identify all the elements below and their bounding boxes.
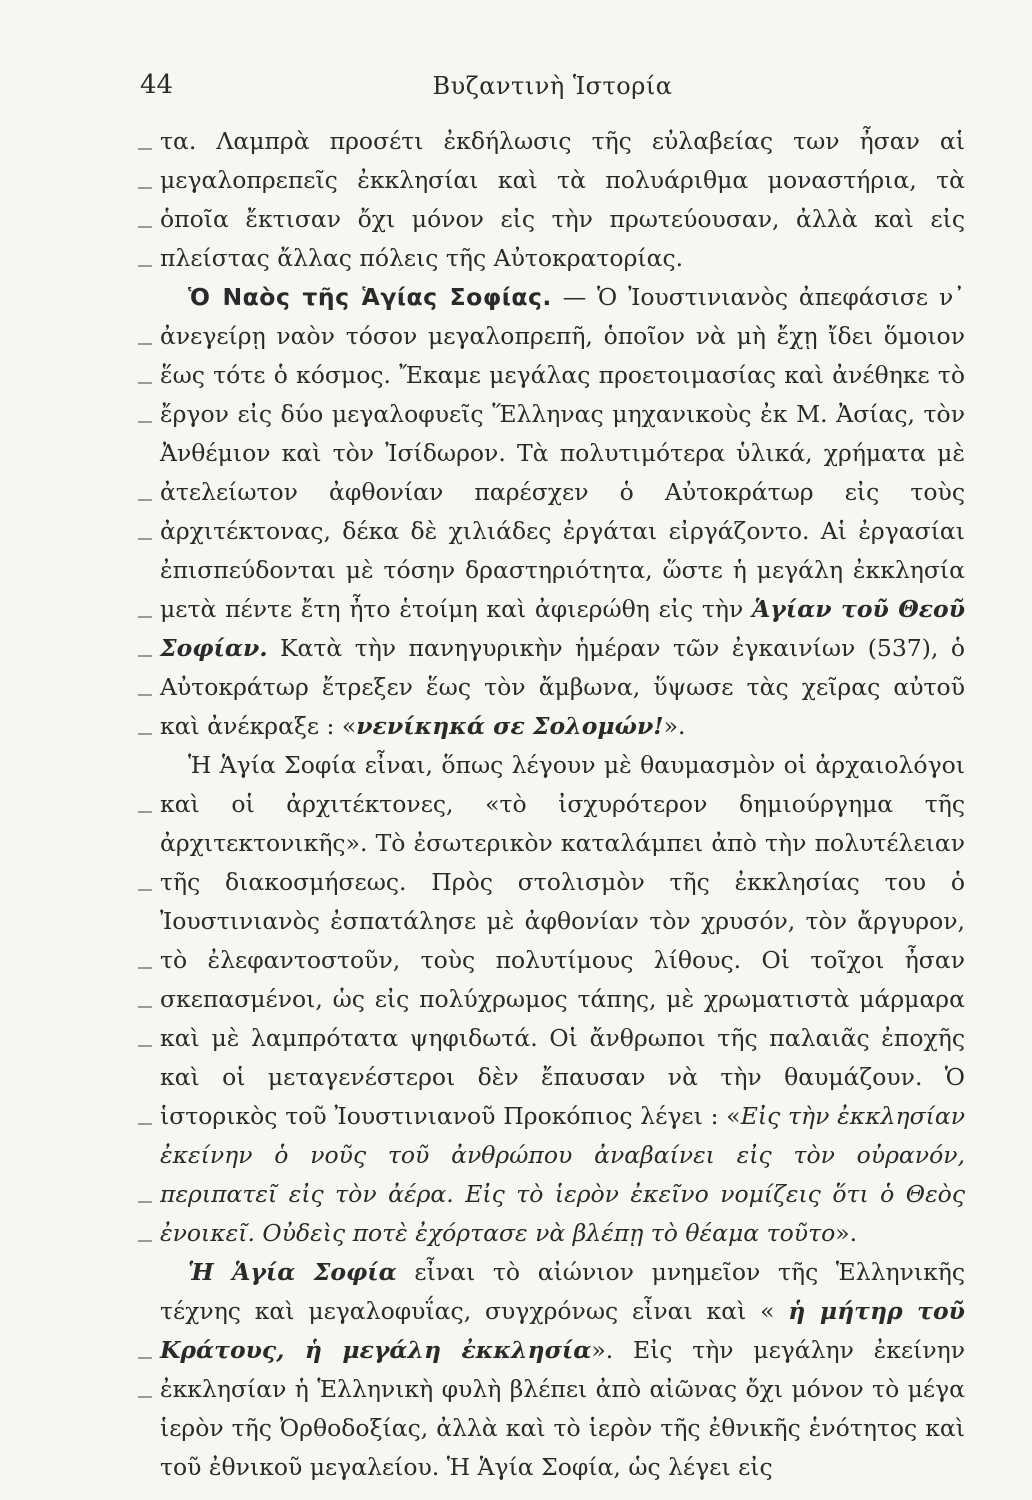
margin-marks bbox=[138, 130, 160, 1450]
paragraph-4-emphasis-2: ἡ μήτηρ τοῦ Κράτους, ἡ μεγάλη ἐκκλησία bbox=[160, 1297, 965, 1364]
paragraph-3-quote: Εἰς τὴν ἐκκλησίαν ἐκείνην ὁ νοῦς τοῦ ἀνθρώπου ἀναβαίνει εἰς τὸν οὐρανόν, περιπατεῖ εἰς τὸν ἀέρα. Εἰς τὸ ἱερὸν ἐκεῖνο νομίζεις ὅτι ὁ Θεὸς ἐνοικεῖ. Οὐδεὶς ποτὲ ἐχόρτασε νὰ βλέπῃ τὸ θέαμα τοῦτο bbox=[160, 1102, 965, 1247]
paragraph-4-text-b: ». Εἰς τὴν μεγάλην ἐκείνην ἐκκλησίαν ἡ Ἑλληνικὴ φυλὴ βλέπει ἀπὸ αἰῶνας ὄχι μόνον τὸ μέγα ἱερὸν τῆς Ὀρθοδοξίας, ἀλλὰ καὶ τὸ ἱερὸν τῆς ἐθνικῆς ἑνότητος καὶ τοῦ ἐθνικοῦ μεγαλείου. Ἡ Ἁγία Σοφία, ὡς λέγει εἰς bbox=[160, 1336, 965, 1481]
paragraph-1-text: τα. Λαμπρὰ προσέτι ἐκδήλωσις τῆς εὐλαβείας των ἦσαν αἱ μεγαλοπρεπεῖς ἐκκλησίαι καὶ τὰ πολυάριθμα μοναστήρια, τὰ ὁποῖα ἔκτισαν ὄχι μόνον εἰς τὴν πρωτεύουσαν, ἀλλὰ καὶ εἰς πλείστας ἄλλας πόλεις τῆς Αὐτοκρατορίας. bbox=[160, 127, 965, 272]
body-text bbox=[160, 122, 965, 1487]
section-heading: Ὁ Ναὸς τῆς Ἁγίας Σοφίας. bbox=[188, 283, 552, 311]
paragraph-4-emphasis-1: Ἡ Ἁγία Σοφία bbox=[188, 1258, 397, 1286]
paragraph-2-emphasis-1: Ἁγίαν τοῦ Θεοῦ Σοφίαν. bbox=[160, 595, 965, 662]
paragraph-1 bbox=[160, 122, 965, 278]
paragraph-2 bbox=[160, 278, 965, 746]
paragraph-4-text-a: εἶναι τὸ αἰώνιον μνημεῖον τῆς Ἑλληνικῆς τέχνης καὶ μεγαλοφυΐας, συγχρόνως εἶναι καὶ « bbox=[160, 1258, 965, 1325]
paragraph-2-text-c: ». bbox=[663, 712, 686, 740]
paragraph-3-text-b: ». bbox=[835, 1219, 858, 1247]
paragraph-3 bbox=[160, 746, 965, 1253]
page-number: 44 bbox=[140, 70, 174, 100]
page-header bbox=[140, 70, 965, 106]
paragraph-2-text-b: Κατὰ τὴν πανηγυρικὴν ἡμέραν τῶν ἐγκαινίων (537), ὁ Αὐτοκράτωρ ἔτρεξεν ἕως τὸν ἄμβωνα, ὕψωσε τὰς χεῖρας αὐτοῦ καὶ ἀνέκραξε : « bbox=[160, 634, 965, 740]
paragraph-3-text-a: Ἡ Ἁγία Σοφία εἶναι, ὅπως λέγουν μὲ θαυμασμὸν οἱ ἀρχαιολόγοι καὶ οἱ ἀρχιτέκτονες, «τὸ ἰσχυρότερον δημιούργημα τῆς ἀρχιτεκτονικῆς». Τὸ ἐσωτερικὸν καταλάμπει ἀπὸ τὴν πολυτέλειαν τῆς διακοσμήσεως. Πρὸς στολισμὸν τῆς ἐκκλησίας του ὁ Ἰουστινιανὸς ἐσπατάλησε μὲ ἀφθονίαν τὸν χρυσόν, τὸν ἄργυρον, τὸ ἐλεφαντοστοῦν, τοὺς πολυτίμους λίθους. Οἱ τοῖχοι ἦσαν σκεπασμένοι, ὡς εἰς πολύχρωμος τάπης, μὲ χρωματιστὰ μάρμαρα καὶ μὲ λαμπρότατα ψηφιδωτά. Οἱ ἄνθρωποι τῆς παλαιᾶς ἐποχῆς καὶ οἱ μεταγενέστεροι δὲν ἔπαυσαν νὰ τὴν θαυμάζουν. Ὁ ἱστορικὸς τοῦ Ἰουστινιανοῦ Προκόπιος λέγει : « bbox=[160, 751, 965, 1130]
paragraph-2-text-a: — Ὁ Ἰουστινιανὸς ἀπεφάσισε ν᾿ ἀνεγείρῃ ναὸν τόσον μεγαλοπρεπῆ, ὁποῖον νὰ μὴ ἔχῃ ἴδει ὅμοιον ἕως τότε ὁ κόσμος. Ἔκαμε μεγάλας προετοιμασίας καὶ ἀνέθηκε τὸ ἔργον εἰς δύο μεγαλοφυεῖς Ἕλληνας μηχανικοὺς ἐκ Μ. Ἀσίας, τὸν Ἀνθέμιον καὶ τὸν Ἰσίδωρον. Τὰ πολυτιμότερα ὑλικά, χρήματα μὲ ἀτελείωτον ἀφθονίαν παρέσχεν ὁ Αὐτοκράτωρ εἰς τοὺς ἀρχιτέκτονας, δέκα δὲ χιλιάδες ἐργάται εἰργάζοντο. Αἱ ἐργασίαι ἐπισπεύδονται μὲ τόσην δραστηριότητα, ὥστε ἡ μεγάλη ἐκκλησία μετὰ πέντε ἔτη ἦτο ἑτοίμη καὶ ἀφιερώθη εἰς τὴν bbox=[160, 283, 965, 623]
running-title: Βυζαντινὴ Ἱστορία bbox=[432, 72, 673, 100]
paragraph-2-emphasis-2: νενίκηκά σε Σολομών! bbox=[356, 712, 664, 740]
paragraph-4 bbox=[160, 1253, 965, 1487]
